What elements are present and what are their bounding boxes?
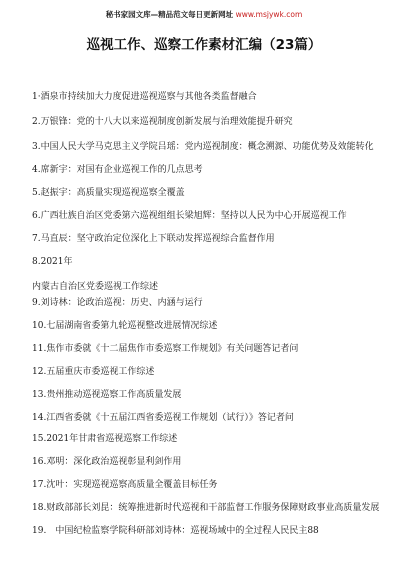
- toc-item: 16.邓明：深化政治巡视彰显利剑作用: [32, 457, 182, 467]
- toc-item: 18.财政部部长刘昆：统筹推进新时代巡视和干部监督工作服务保障财政事业高质量发展: [32, 503, 380, 513]
- toc-item: 15.2021年甘肃省巡视巡察工作综述: [32, 434, 178, 444]
- toc-item: 7.马直辰：坚守政治定位深化上下联动发挥巡视综合监督作用: [32, 234, 275, 244]
- toc-item: 17.沈叶：实现巡视巡察高质量全覆盖目标任务: [32, 480, 218, 490]
- toc-item: 1·酒泉市持续加大力度促进巡视巡察与其他各类监督融合: [32, 92, 257, 102]
- toc-item: 9.刘诗林：论政治巡视：历史、内涵与运行: [32, 298, 203, 308]
- toc-item: 11.焦作市委就《十二届焦作市委巡察工作规划》有关问题答记者问: [32, 344, 299, 354]
- page-header: [0, 10, 408, 20]
- site-name: 秘书家园文库—精品范文每日更新网址: [105, 10, 234, 19]
- toc-item: 6.广西壮族自治区党委第六巡视组组长梁旭辉：坚持以人民为中心开展巡视工作: [32, 211, 347, 221]
- toc-item: 14.江西省委就《十五届江西省委巡视工作规划（试行）》答记者问: [32, 413, 294, 423]
- toc-item: 19. 中国纪检监察学院科研部刘诗林：巡视场域中的全过程人民民主88: [32, 526, 319, 536]
- table-of-contents: [32, 90, 384, 538]
- toc-item: 10.七届湖南省委第九轮巡视整改进展情况综述: [32, 321, 218, 331]
- toc-item: 5.赵振宇：高质量实现巡视巡察全覆盖: [32, 188, 185, 198]
- toc-item: 13.贵州推动巡视巡察工作高质量发展: [32, 390, 182, 400]
- site-url-link[interactable]: www.msjywk.com: [235, 10, 303, 19]
- toc-item: 8.2021年: [32, 257, 73, 267]
- toc-item: 3.中国人民大学马克思主义学院吕瑶：党内巡视制度：概念溯源、功能优势及效能转化: [32, 142, 374, 152]
- toc-item: 4.席新宇：对国有企业巡视工作的几点思考: [32, 165, 203, 175]
- document-title: 巡视工作、巡察工作素材汇编（23篇）: [86, 37, 322, 53]
- toc-item: 12.五届重庆市委巡视工作综述: [32, 367, 155, 377]
- toc-item: 内蒙古自治区党委巡视工作综述: [32, 282, 159, 292]
- toc-item: 2.万银锋：党的十八大以来巡视制度创新发展与治理效能提升研究: [32, 117, 293, 127]
